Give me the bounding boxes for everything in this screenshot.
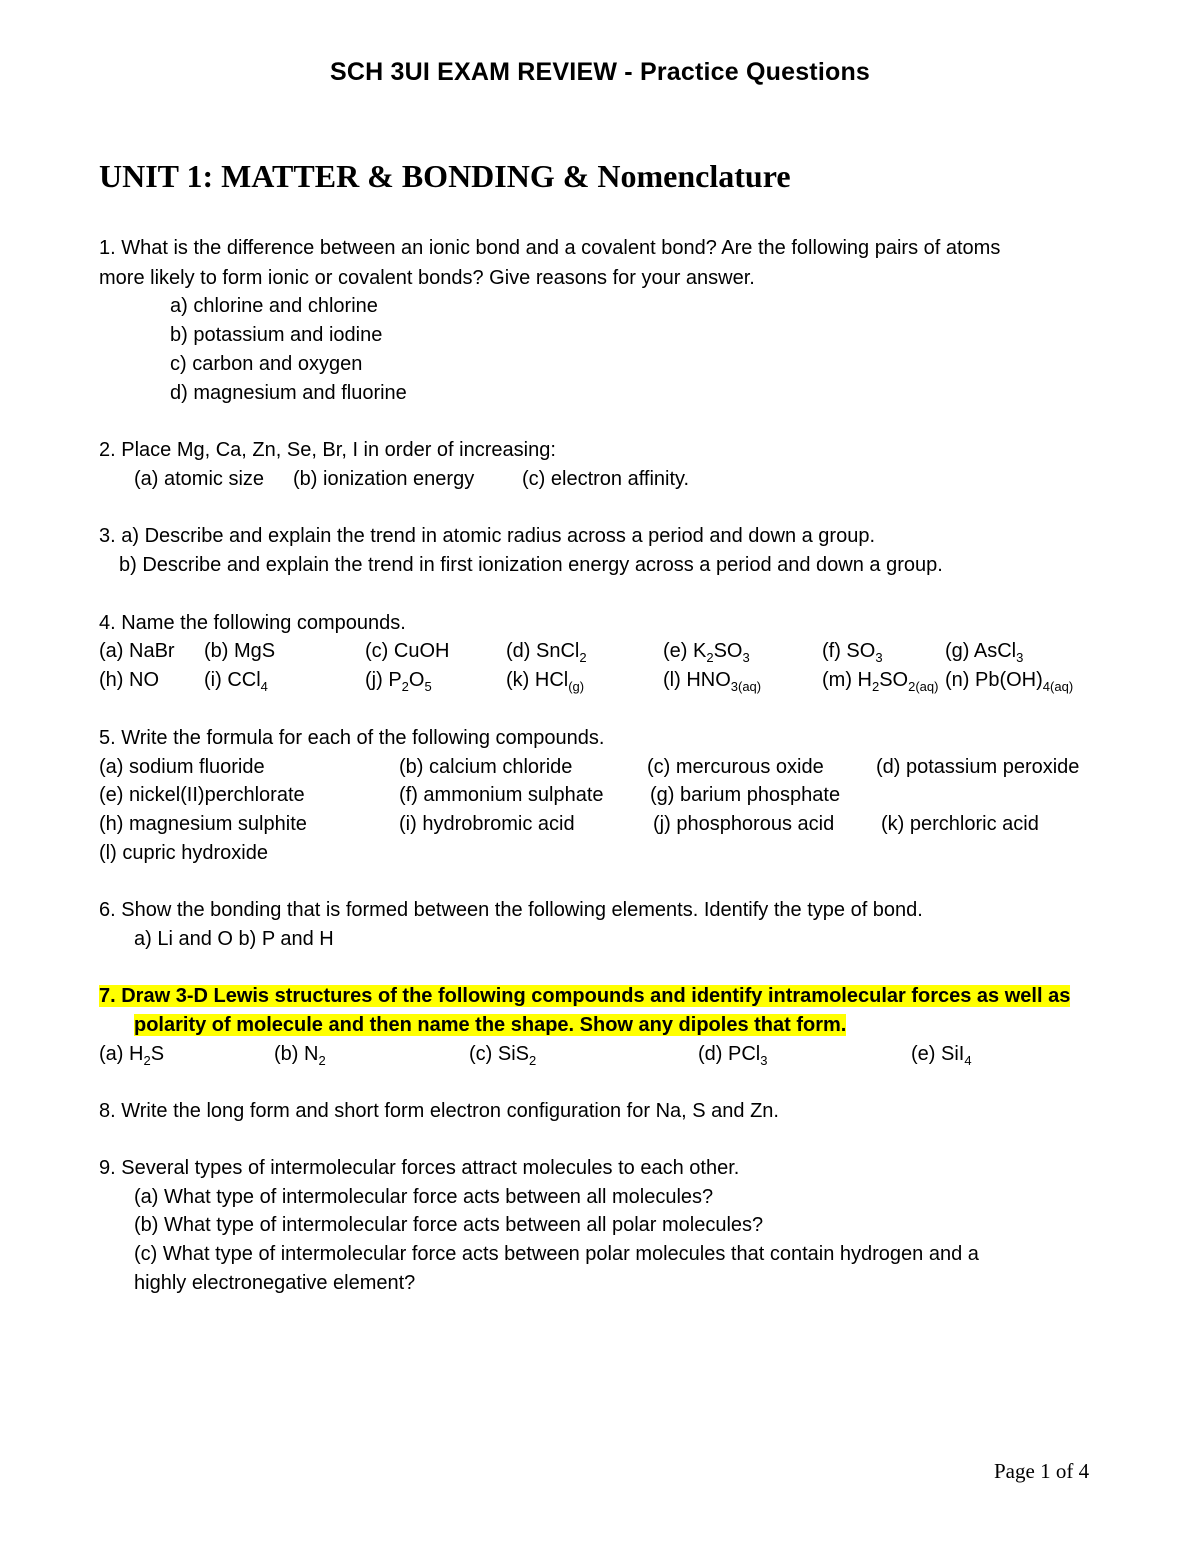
q5-item-i: (i) hydrobromic acid	[399, 813, 575, 835]
q2-item-c: (c) electron affinity.	[522, 468, 690, 490]
q1-item-b: b) potassium and iodine	[170, 324, 383, 346]
q5-item-k: (k) perchloric acid	[881, 813, 1039, 835]
q5-item-d: (d) potassium peroxide	[876, 756, 1080, 778]
q5-item-f: (f) ammonium sulphate	[399, 784, 604, 806]
q5-item-h: (h) magnesium sulphite	[99, 813, 307, 835]
q4-item-m: (m) $H_2SO_{2(aq)}$	[822, 669, 939, 694]
q2-item-b: (b) ionization energy	[293, 468, 475, 490]
q2-line1: 2. Place Mg, Ca, Zn, Se, Br, I in order of increasing:	[99, 439, 556, 461]
q5-item-g: (g) barium phosphate	[650, 784, 841, 806]
q1-item-c: c) carbon and oxygen	[170, 353, 363, 375]
q3-item-a: 3. a) Describe and explain the trend in atomic radius across a period and down a group.	[99, 525, 876, 547]
q4-item-h: (h) NO	[99, 669, 159, 691]
q4-item-d: (d) SnCl$_2$	[506, 640, 587, 665]
unit-heading: UNIT 1: MATTER & BONDING & Nomenclature	[99, 158, 791, 194]
q4-item-n: (n) $Pb(OH)_{4(aq)}$	[945, 669, 1074, 694]
q5-item-c: (c) mercurous oxide	[647, 756, 824, 778]
q9-item-c-line2: highly electronegative element?	[134, 1272, 416, 1294]
q7-item-e: (e) SiI$_4$	[911, 1043, 972, 1068]
q7-highlight-2: polarity of molecule and then name the shape. Show any dipoles that form.	[134, 1014, 847, 1036]
q5-item-b: (b) calcium chloride	[399, 756, 573, 778]
q9-item-b: (b) What type of intermolecular force acts between all polar molecules?	[134, 1214, 764, 1236]
q7-line1	[99, 984, 1070, 1008]
q4-item-l: (l) $HNO_{3(aq)}$	[663, 669, 762, 694]
q9-item-c-line1: (c) What type of intermolecular force acts between polar molecules that contain hydrogen and a	[134, 1243, 979, 1265]
q7-item-b: (b) $N_2$	[274, 1043, 326, 1068]
document-title: SCH 3UI EXAM REVIEW - Practice Questions	[329, 58, 871, 86]
q6-line1: 6. Show the bonding that is formed between the following elements. Identify the type of bond.	[99, 899, 923, 921]
page-number: Page 1 of 4	[994, 1459, 1090, 1483]
q5-item-a: (a) sodium fluoride	[99, 756, 265, 778]
q4-item-c: (c) CuOH	[365, 640, 450, 662]
q1-item-d: d) magnesium and fluorine	[170, 382, 407, 404]
q9-item-a: (a) What type of intermolecular force acts between all molecules?	[134, 1186, 714, 1208]
q3-item-b: b) Describe and explain the trend in first ionization energy across a period and down a group.	[119, 554, 943, 576]
q4-title: 4. Name the following compounds.	[99, 612, 406, 634]
q1-line2: more likely to form ionic or covalent bonds? Give reasons for your answer.	[99, 267, 755, 289]
q4-item-a: (a) NaBr	[99, 640, 175, 662]
q2-item-a: (a) atomic size	[134, 468, 265, 490]
q1-line1: 1. What is the difference between an ionic bond and a covalent bond? Are the following pairs of atoms	[99, 237, 1001, 259]
q1-item-a: a) chlorine and chlorine	[170, 295, 378, 317]
q5-title: 5. Write the formula for each of the following compounds.	[99, 727, 605, 749]
q4-item-j: (j) $P_2O_5$	[365, 669, 432, 694]
q5-item-e: (e) nickel(II)perchlorate	[99, 784, 305, 806]
q7-item-a: (a) $H_2S$	[99, 1043, 165, 1068]
q4-item-f: (f) $SO_3$	[822, 640, 883, 665]
q4-item-g: (g) AsCl$_3$	[945, 640, 1024, 665]
q4-item-e: (e) $K_2SO_3$	[663, 640, 750, 665]
q7-item-c: (c) SiS$_2$	[469, 1043, 537, 1068]
q7-line2	[134, 1013, 846, 1037]
q6-line2: a) Li and O b) P and H	[134, 928, 334, 950]
q4-item-b: (b) MgS	[204, 640, 276, 662]
q8-line1: 8. Write the long form and short form electron configuration for Na, S and Zn.	[99, 1100, 779, 1122]
q5-item-j: (j) phosphorous acid	[653, 813, 835, 835]
q7-highlight-1: 7. Draw 3-D Lewis structures of the following compounds and identify intramolecular forces as well as	[99, 985, 1071, 1007]
q4-item-i: (i) CCl$_4$	[204, 669, 268, 694]
q4-item-k: (k) HCl$_{(g)}$	[506, 669, 585, 694]
q7-item-d: (d) PCl$_3$	[698, 1043, 768, 1068]
q5-item-l: (l) cupric hydroxide	[99, 842, 268, 864]
q9-line1: 9. Several types of intermolecular forces attract molecules to each other.	[99, 1157, 740, 1179]
